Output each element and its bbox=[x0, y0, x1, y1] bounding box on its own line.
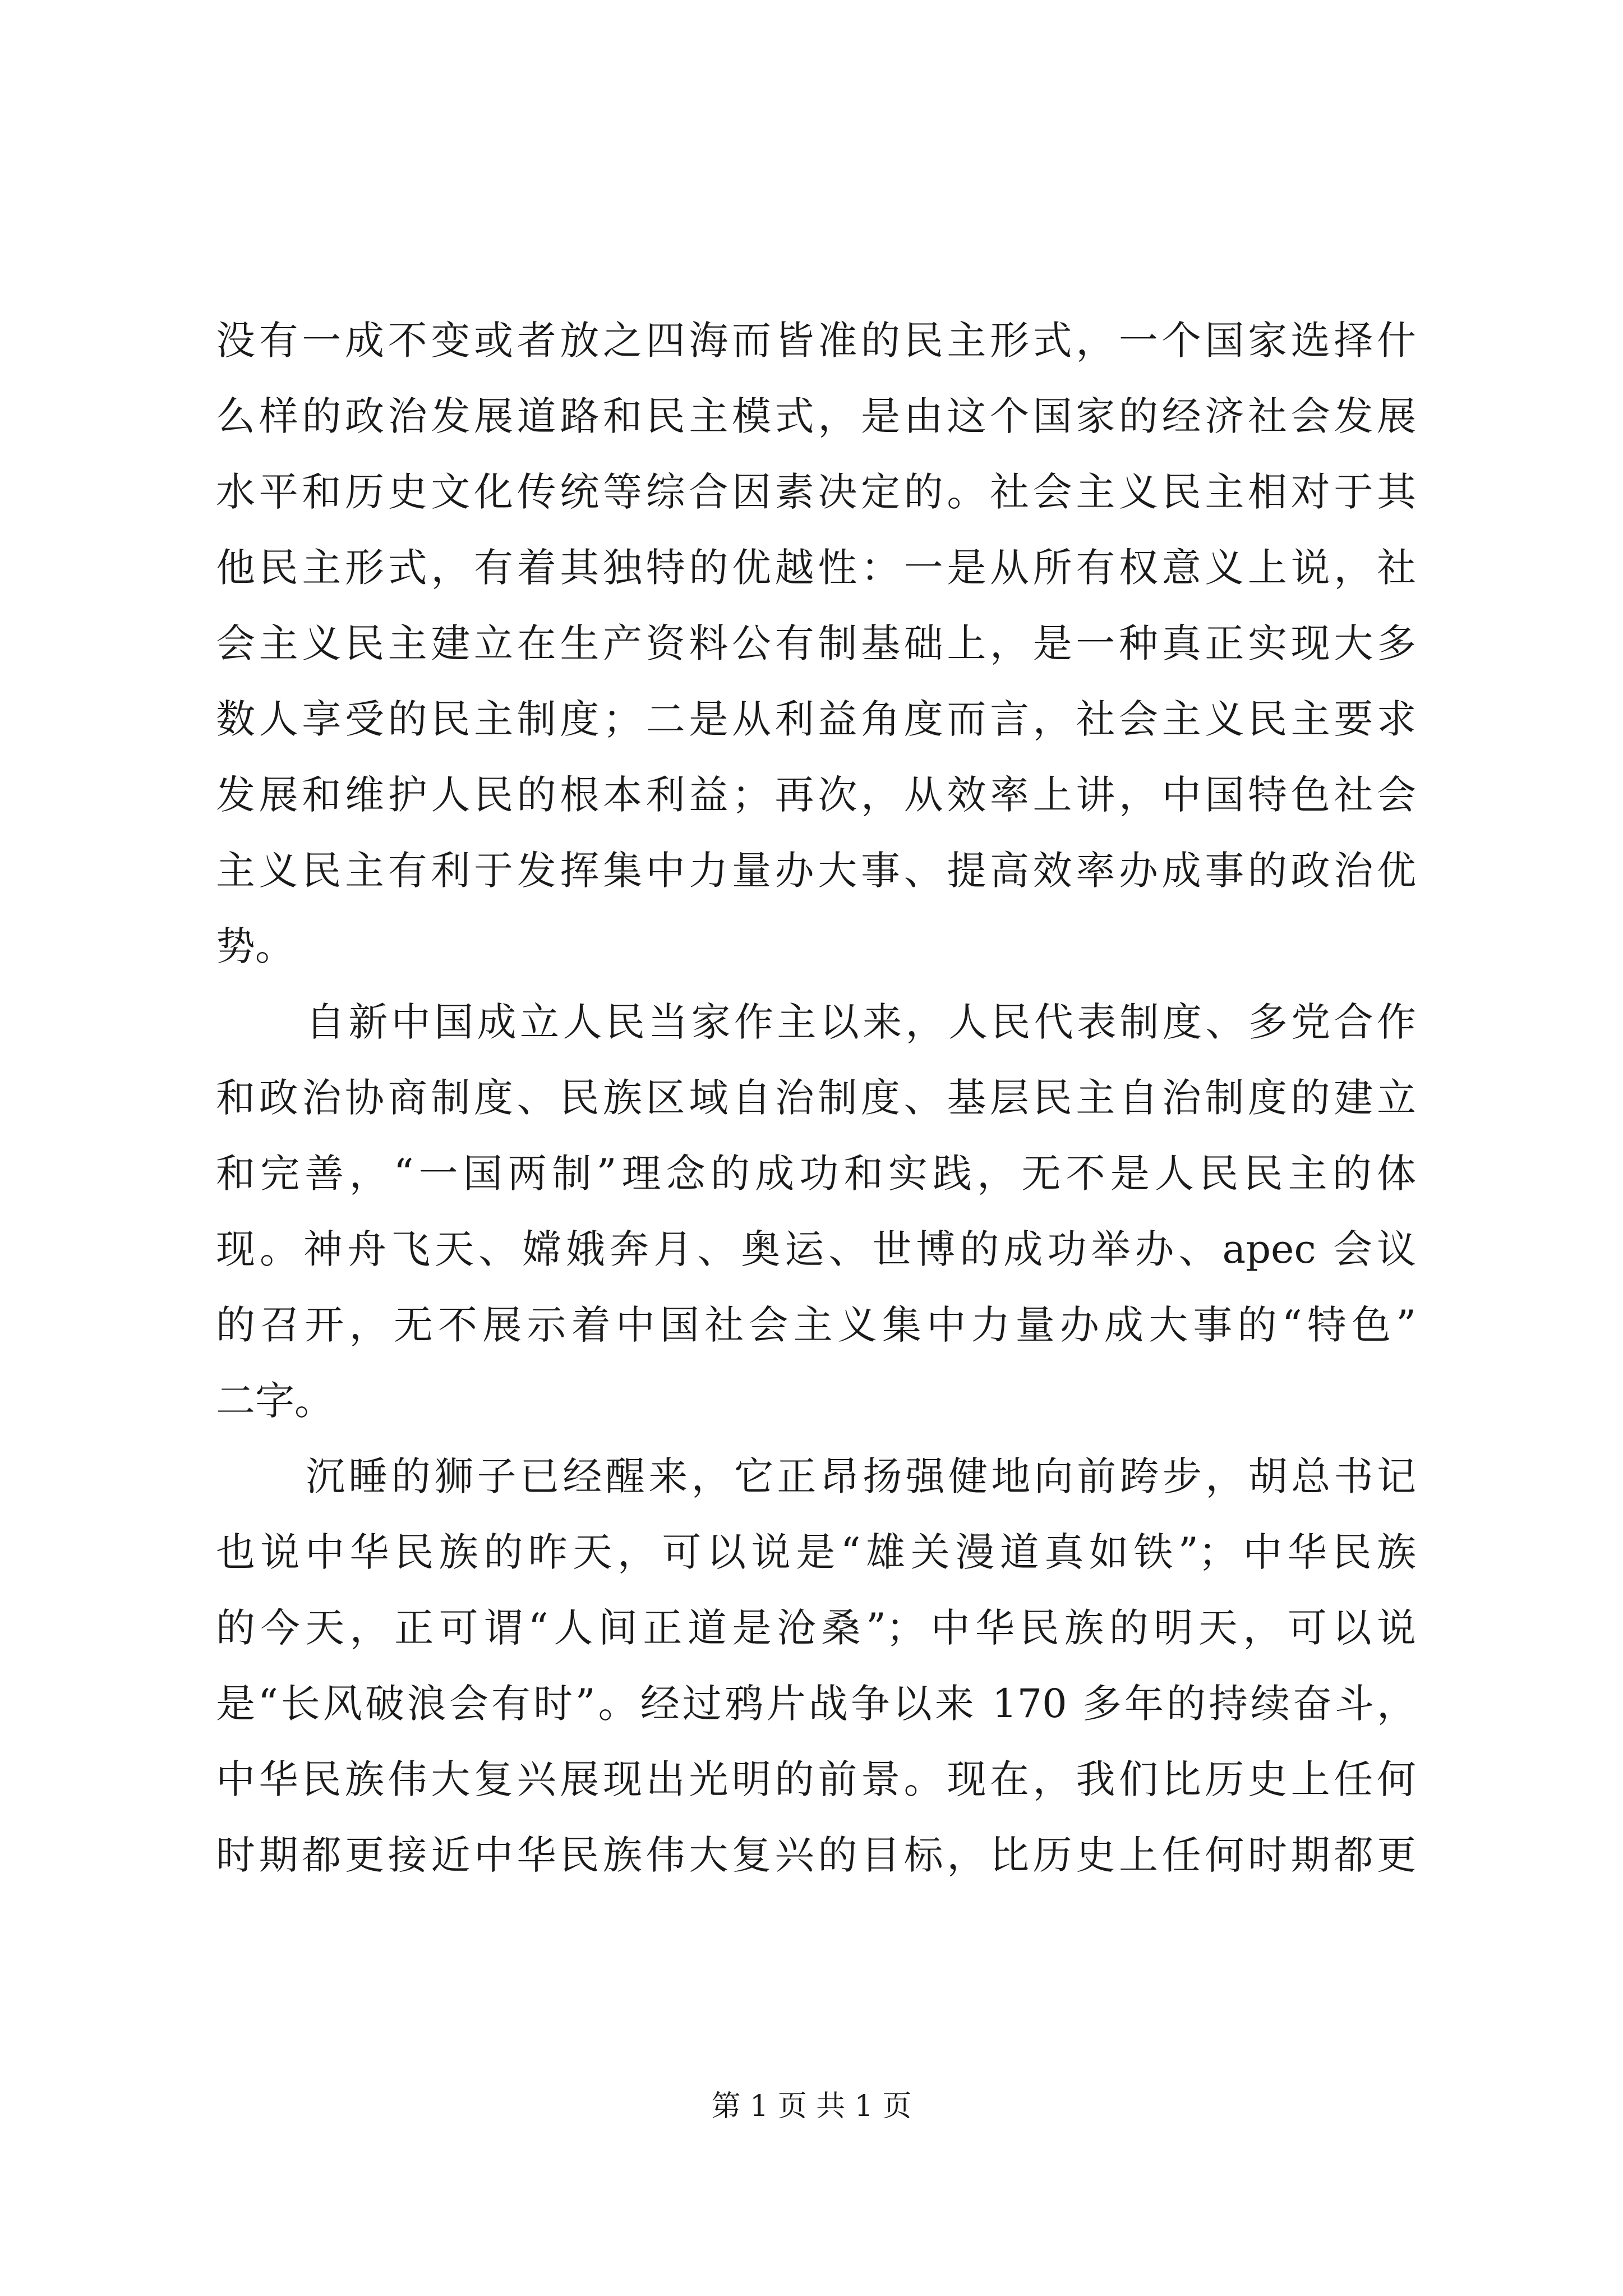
text-line: 现。神舟飞天、嫦娥奔月、奥运、世博的成功举办、apec 会议 bbox=[216, 1226, 1416, 1272]
text-line: 也说中华民族的昨天，可以说是“雄关漫道真如铁”；中华民族 bbox=[216, 1529, 1416, 1575]
text-line: 水平和历史文化传统等综合因素决定的。社会主义民主相对于其 bbox=[216, 469, 1416, 515]
document-body bbox=[216, 303, 1416, 1893]
text-line: 会主义民主建立在生产资料公有制基础上，是一种真正实现大多 bbox=[216, 620, 1416, 666]
text-line: 和完善，“一国两制”理念的成功和实践，无不是人民民主的体 bbox=[216, 1151, 1416, 1197]
paragraph-2 bbox=[216, 984, 1416, 1439]
text-line: 他民主形式，有着其独特的优越性：一是从所有权意义上说，社 bbox=[216, 545, 1416, 591]
text-line: 主义民主有利于发挥集中力量办大事、提高效率办成事的政治优 bbox=[216, 848, 1416, 894]
page-footer bbox=[0, 2082, 1623, 2124]
paragraph-1 bbox=[216, 303, 1416, 984]
text-line: 沉睡的狮子已经醒来，它正昂扬强健地向前跨步，胡总书记 bbox=[306, 1453, 1416, 1499]
text-line: 和政治协商制度、民族区域自治制度、基层民主自治制度的建立 bbox=[216, 1075, 1416, 1121]
text-line: 的召开，无不展示着中国社会主义集中力量办成大事的“特色” bbox=[216, 1302, 1416, 1348]
text-line: 没有一成不变或者放之四海而皆准的民主形式，一个国家选择什 bbox=[216, 318, 1416, 364]
paragraph-3 bbox=[216, 1439, 1416, 1893]
text-line: 自新中国成立人民当家作主以来，人民代表制度、多党合作 bbox=[306, 999, 1416, 1045]
text-line: 的今天，正可谓“人间正道是沧桑”；中华民族的明天，可以说 bbox=[216, 1605, 1416, 1651]
text-line: 发展和维护人民的根本利益；再次，从效率上讲，中国特色社会 bbox=[216, 772, 1416, 818]
text-line: 二字。 bbox=[216, 1378, 334, 1424]
text-line: 时期都更接近中华民族伟大复兴的目标，比历史上任何时期都更 bbox=[216, 1832, 1416, 1878]
text-line: 数人享受的民主制度；二是从利益角度而言，社会主义民主要求 bbox=[216, 696, 1416, 742]
text-line: 是“长风破浪会有时”。经过鸦片战争以来 170 多年的持续奋斗， bbox=[216, 1681, 1416, 1727]
text-line: 势。 bbox=[216, 923, 294, 969]
page-number-label: 第 1 页 共 1 页 bbox=[711, 2090, 912, 2123]
text-line: 么样的政治发展道路和民主模式，是由这个国家的经济社会发展 bbox=[216, 393, 1416, 439]
text-line: 中华民族伟大复兴展现出光明的前景。现在，我们比历史上任何 bbox=[216, 1756, 1416, 1802]
